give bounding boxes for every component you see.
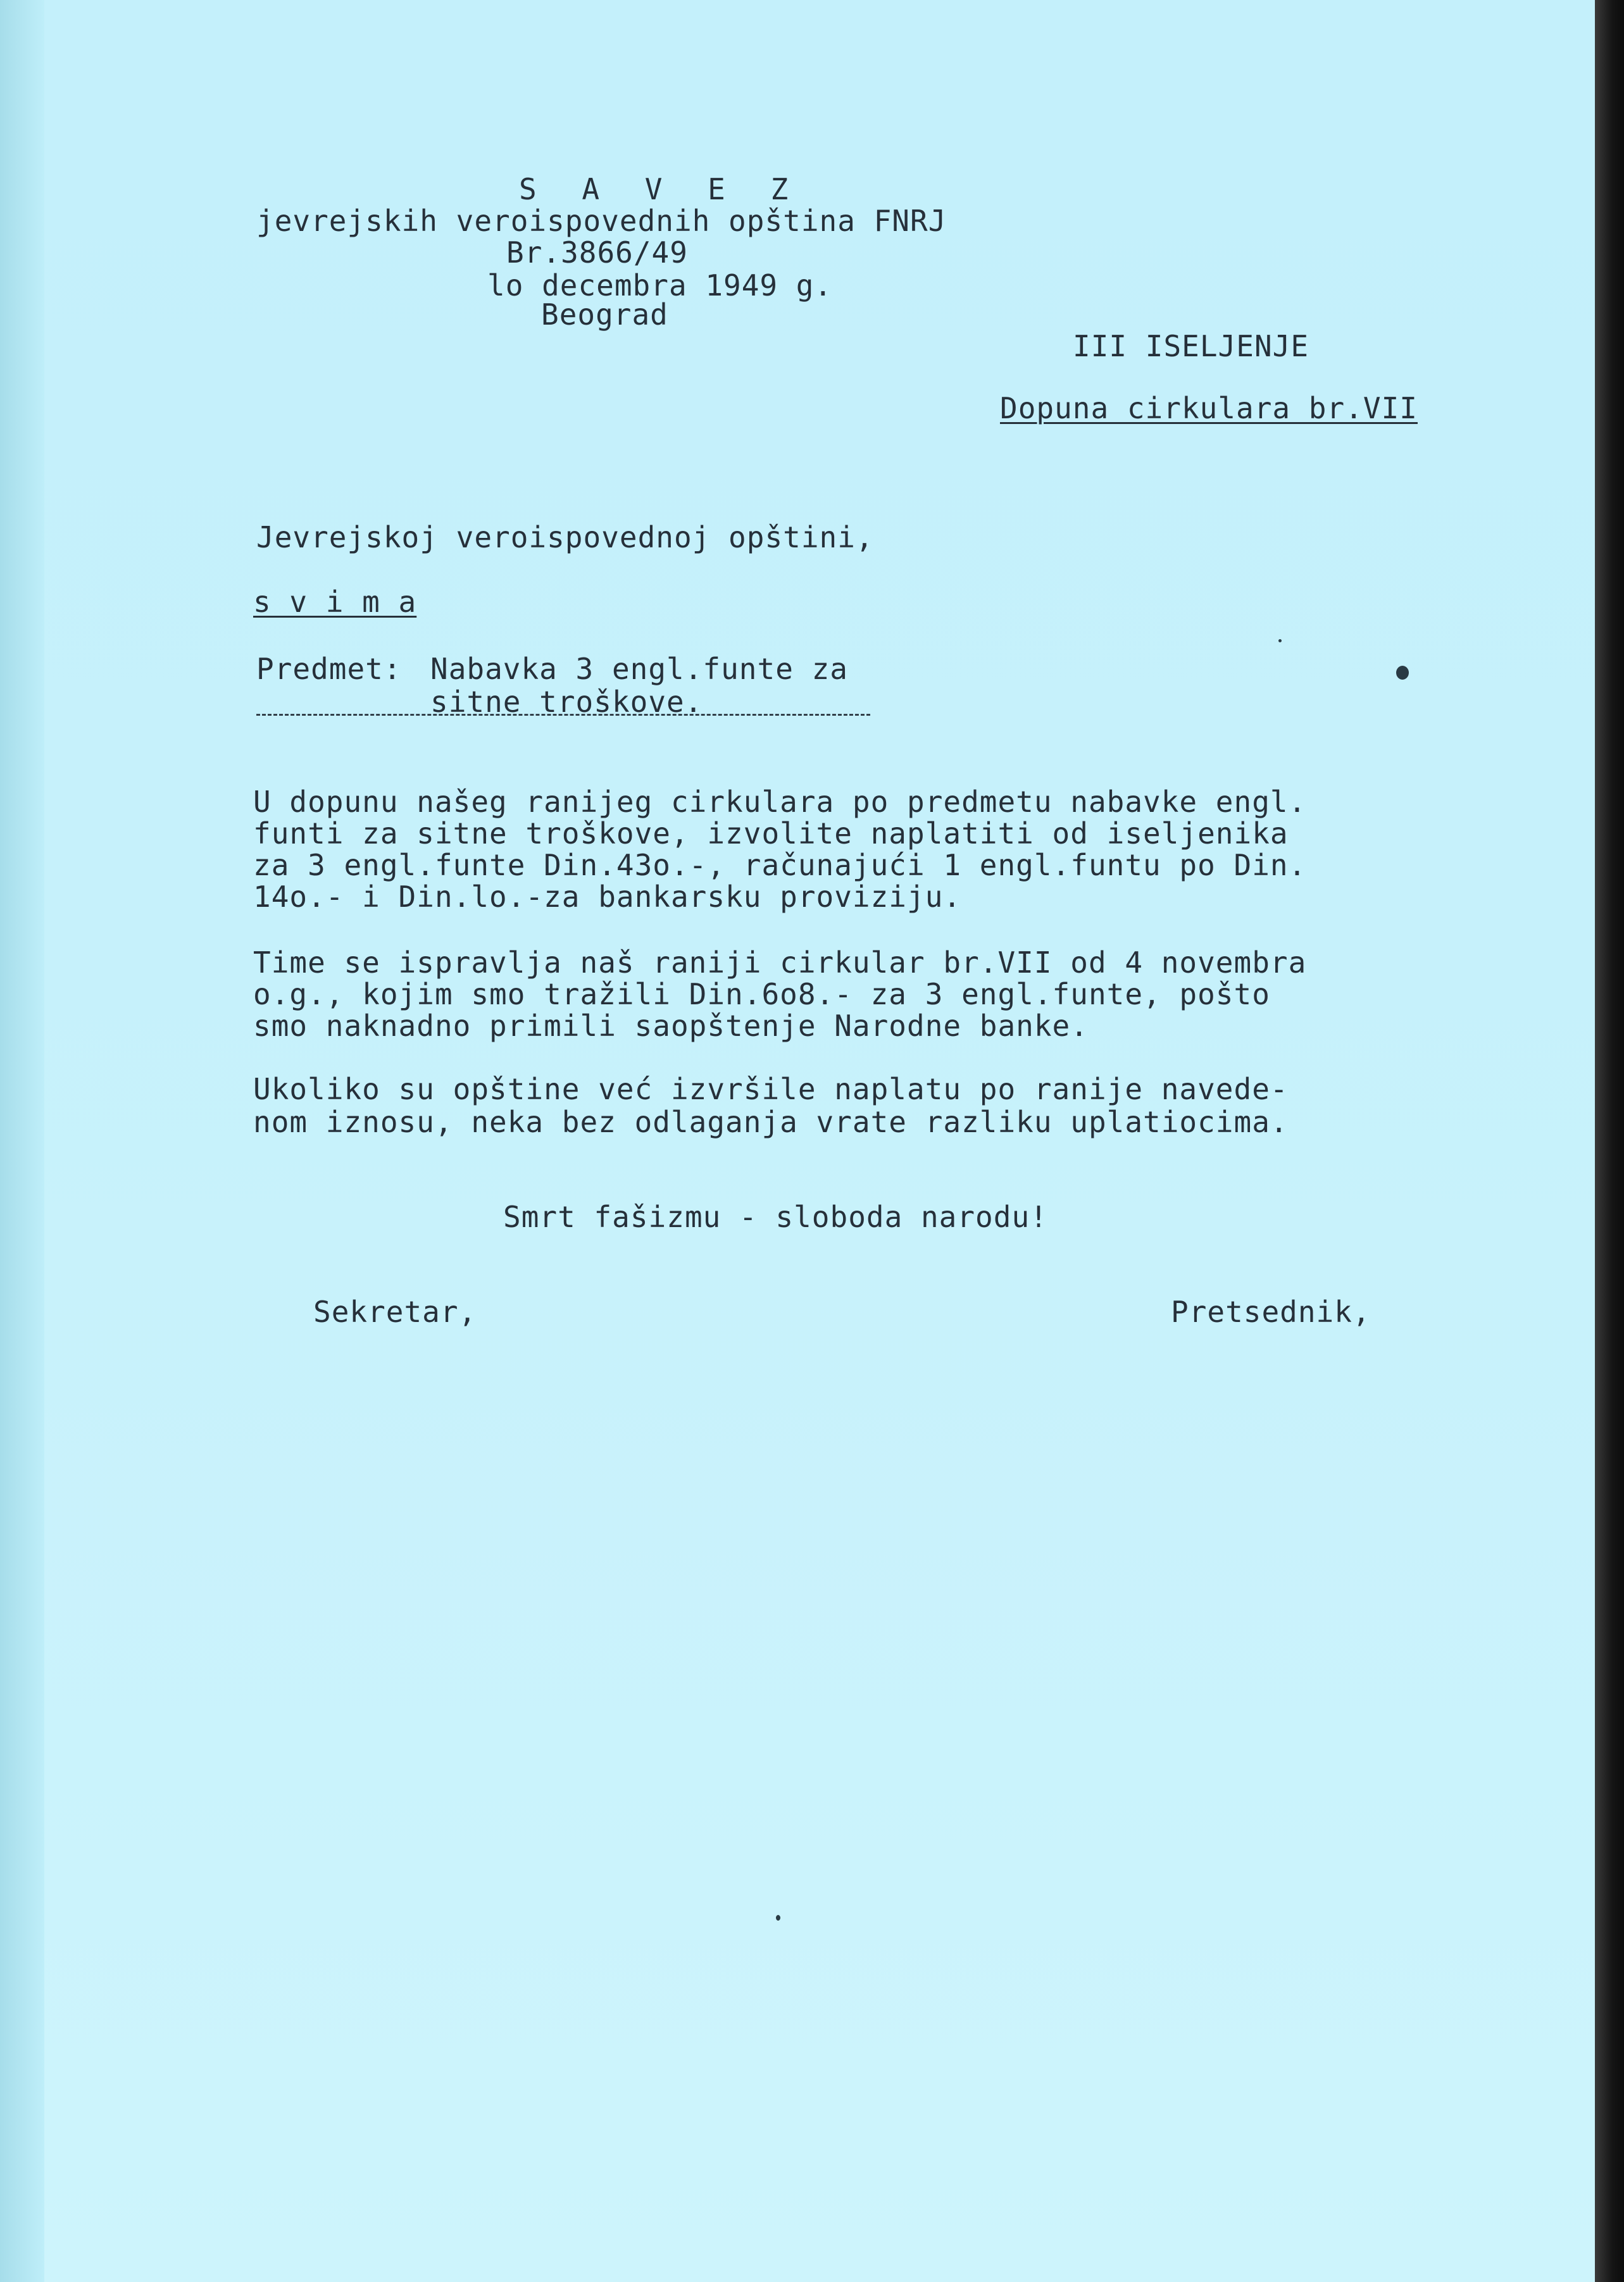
paragraph-2-line-2: o.g., kojim smo tražili Din.6o8.- za 3 engl.funte, pošto bbox=[253, 977, 1270, 1011]
document-date: lo decembra 1949 g. bbox=[487, 268, 833, 302]
scan-edge bbox=[1595, 0, 1624, 2282]
addressee-all: s v i m a bbox=[253, 585, 417, 619]
paragraph-3-line-2: nom iznosu, neka bez odlaganja vrate razliku uplatiocima. bbox=[253, 1105, 1289, 1139]
department-heading: III ISELJENJE bbox=[1073, 329, 1309, 363]
ink-speck bbox=[1278, 639, 1282, 642]
ink-speck bbox=[776, 1915, 780, 1921]
president-signature-label: Pretsednik, bbox=[1171, 1295, 1371, 1329]
org-title: S A V E Z bbox=[519, 172, 803, 206]
subject-line-2: sitne troškove. bbox=[430, 685, 703, 719]
paragraph-1-line-3: za 3 engl.funte Din.43o.-, računajući 1 engl.funtu po Din. bbox=[253, 848, 1307, 882]
subject-label: Predmet: bbox=[256, 652, 402, 686]
org-subtitle: jevrejskih veroispovednih opština FNRJ bbox=[256, 204, 947, 238]
reference-number: Br.3866/49 bbox=[506, 235, 688, 270]
circular-reference: Dopuna cirkulara br.VII bbox=[1000, 391, 1418, 425]
ink-speck bbox=[1396, 666, 1409, 680]
subject-underline bbox=[256, 714, 870, 716]
paragraph-1-line-2: funti za sitne troškove, izvolite naplatiti od iseljenika bbox=[253, 816, 1289, 851]
paragraph-2-line-3: smo naknadno primili saopštenje Narodne banke. bbox=[253, 1009, 1089, 1043]
paragraph-1-line-1: U dopunu našeg ranijeg cirkulara po predmetu nabavke engl. bbox=[253, 785, 1307, 819]
document-city: Beograd bbox=[541, 297, 668, 332]
paragraph-3-line-1: Ukoliko su opštine već izvršile naplatu po ranije navede- bbox=[253, 1072, 1289, 1106]
paragraph-2-line-1: Time se ispravlja naš raniji cirkular br.VII od 4 novembra bbox=[253, 945, 1307, 980]
addressee-line: Jevrejskoj veroispovednoj opštini, bbox=[256, 520, 874, 554]
closing-slogan: Smrt fašizmu - sloboda narodu! bbox=[503, 1200, 1048, 1234]
subject-line-1: Nabavka 3 engl.funte za bbox=[430, 652, 848, 686]
secretary-signature-label: Sekretar, bbox=[313, 1295, 477, 1329]
paragraph-1-line-4: 14o.- i Din.lo.-za bankarsku proviziju. bbox=[253, 880, 962, 914]
